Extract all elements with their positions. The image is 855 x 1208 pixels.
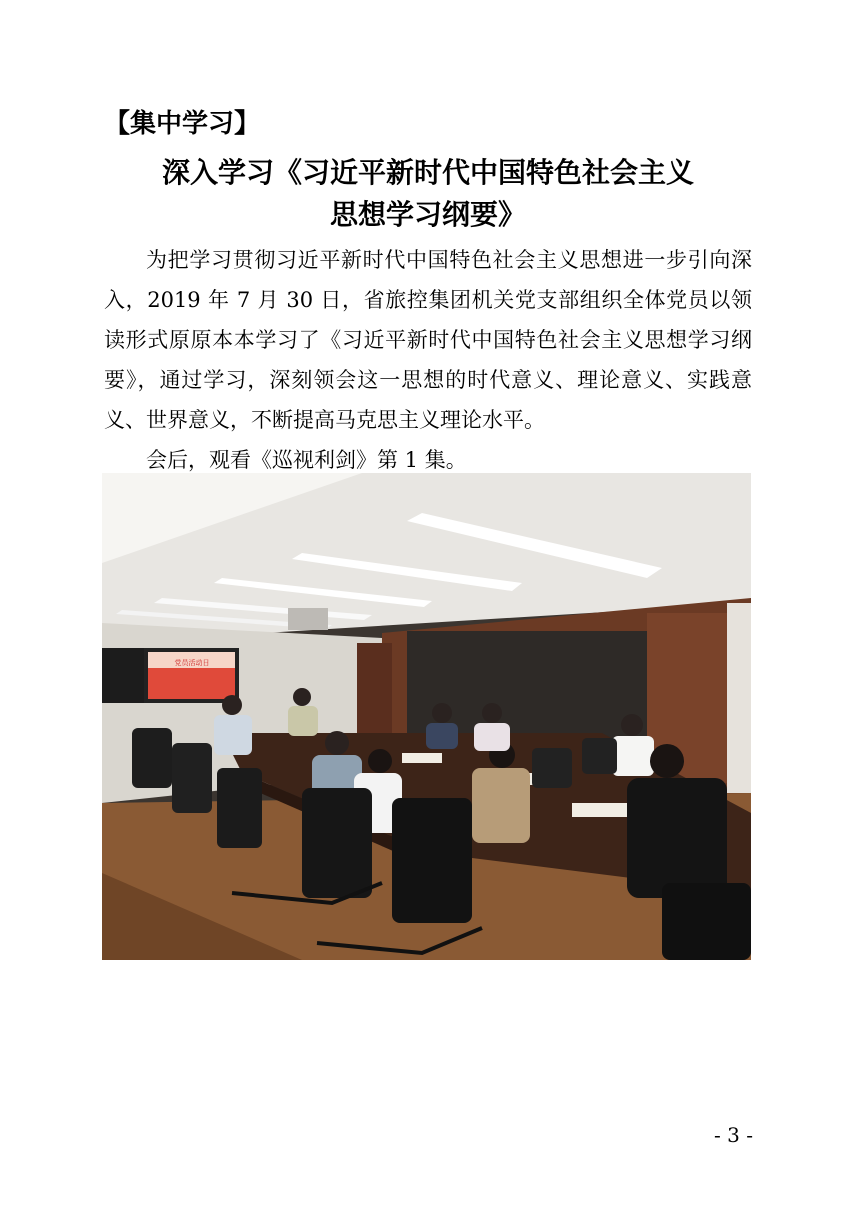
title-line-1: 深入学习《习近平新时代中国特色社会主义 xyxy=(161,156,694,189)
page-number: - 3 - xyxy=(714,1123,753,1147)
article-title xyxy=(104,152,752,236)
meeting-photo xyxy=(102,473,751,960)
section-tag: 【集中学习】 xyxy=(104,109,261,139)
paragraph-1: 为把学习贯彻习近平新时代中国特色社会主义思想进一步引向深入，2019 年 7 月 30 日，省旅控集团机关党支部组织全体党员以领读形式原原本本学习了《习近平新时代中国特色社会主义思想学习纲要》，通过学习，深刻领会这一思想的时代意义、理论意义、实践意义、世界意义，不断提高马克思主义理论水平。 xyxy=(104,248,752,432)
tv-screen-text: 党员活动日 xyxy=(174,659,210,667)
paragraph-2: 会后，观看《巡视利剑》第 1 集。 xyxy=(146,448,467,472)
title-line-2: 思想学习纲要》 xyxy=(329,198,526,231)
article-body xyxy=(104,240,752,480)
